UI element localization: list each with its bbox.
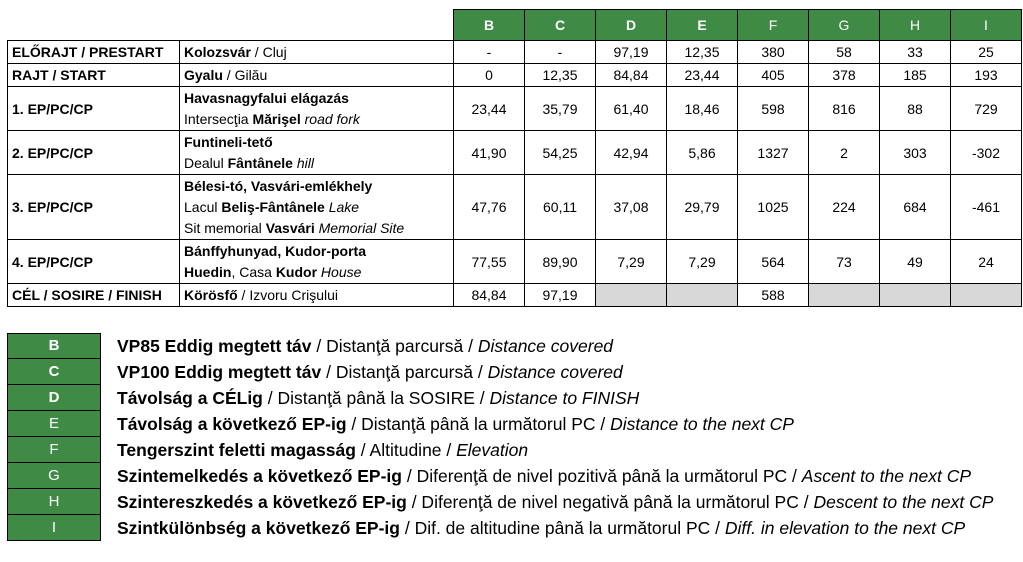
text-segment: Ascent to the next CP (801, 465, 972, 486)
legend-description (117, 414, 794, 435)
value-cell-b: 41,90 (454, 131, 525, 175)
text-segment: Szintereszkedés a következő EP-ig (117, 491, 407, 512)
text-segment: / Diferenţă de nivel negativă până la următorul PC / (406, 491, 814, 512)
value-cell-f: 1025 (738, 175, 809, 240)
text-segment: / Distanţă parcursă / (321, 361, 488, 382)
value-cell-b: 77,55 (454, 240, 525, 284)
checkpoint-label: RAJT / START (8, 64, 180, 87)
table-row (8, 41, 1022, 64)
text-segment: Beliş-Fântânele (221, 198, 325, 215)
text-segment: Intersecţia (184, 110, 253, 127)
text-segment: / Distanţă până la SOSIRE / (262, 387, 490, 408)
value-cell-h: 185 (880, 64, 951, 87)
value-cell-d: 84,84 (596, 64, 667, 87)
text-segment: Sit memorial (184, 219, 266, 236)
value-cell-i: 729 (951, 87, 1022, 131)
table-row (8, 284, 1022, 307)
location-line (184, 262, 449, 283)
value-cell-h: 303 (880, 131, 951, 175)
table-row (8, 87, 1022, 131)
text-segment: Havasnagyfalui elágazás (184, 89, 349, 106)
value-cell-c: 97,19 (525, 284, 596, 307)
value-cell-b: 0 (454, 64, 525, 87)
location-line (184, 153, 449, 174)
value-cell-b: 84,84 (454, 284, 525, 307)
value-cell-b: 23,44 (454, 87, 525, 131)
text-segment: Kolozsvár (184, 43, 251, 60)
location-cell (180, 87, 454, 131)
corner-blank (180, 10, 454, 41)
value-cell-e: 18,46 (667, 87, 738, 131)
text-segment: / Izvoru Crişului (237, 286, 339, 303)
text-segment: Szintkülönbség a következő EP-ig (117, 517, 400, 538)
text-segment: Bánffyhunyad, Kudor-porta (184, 242, 366, 259)
legend-description (117, 336, 613, 357)
column-header-e: E (667, 10, 738, 41)
column-header-g: G (809, 10, 880, 41)
location-line (184, 218, 449, 239)
legend-description (117, 362, 623, 383)
legend-key-f: F (7, 437, 101, 463)
value-cell-i: 193 (951, 64, 1022, 87)
value-cell-c: 89,90 (525, 240, 596, 284)
text-segment: Dealul (184, 154, 228, 171)
column-legend (7, 333, 993, 541)
location-line (184, 285, 449, 306)
legend-description (117, 518, 965, 539)
checkpoint-label: CÉL / SOSIRE / FINISH (8, 284, 180, 307)
text-segment: / Distanţă parcursă / (311, 335, 478, 356)
value-cell-g: 2 (809, 131, 880, 175)
value-cell-f: 380 (738, 41, 809, 64)
value-cell-g: 73 (809, 240, 880, 284)
value-cell-g: 816 (809, 87, 880, 131)
value-cell-h: 684 (880, 175, 951, 240)
text-segment: / Gilău (222, 66, 268, 83)
text-segment: Vasvári (265, 219, 315, 236)
table-row (8, 240, 1022, 284)
value-cell-g: 58 (809, 41, 880, 64)
legend-row (7, 385, 993, 411)
value-cell-c: 54,25 (525, 131, 596, 175)
text-segment: Mărişel (252, 110, 301, 127)
legend-row (7, 463, 993, 489)
text-segment: / Diferenţă de nivel pozitivă până la următorul PC / (401, 465, 802, 486)
value-cell-f: 598 (738, 87, 809, 131)
checkpoint-label: 1. EP/PC/CP (8, 87, 180, 131)
value-cell-d: 42,94 (596, 131, 667, 175)
checkpoint-label: 4. EP/PC/CP (8, 240, 180, 284)
legend-description (117, 440, 528, 461)
text-segment: House (317, 263, 362, 280)
location-line (184, 65, 449, 86)
text-segment: Körösfő (184, 286, 238, 303)
value-cell-d: 61,40 (596, 87, 667, 131)
text-segment: Distance covered (487, 361, 623, 382)
text-segment: Távolság a következő EP-ig (117, 413, 347, 434)
legend-description (117, 466, 971, 487)
legend-row (7, 359, 993, 385)
text-segment: hill (292, 154, 314, 171)
location-cell (180, 284, 454, 307)
text-segment: Distance to the next CP (610, 413, 794, 434)
checkpoint-label: 3. EP/PC/CP (8, 175, 180, 240)
text-segment: road fork (300, 110, 360, 127)
location-line (184, 241, 449, 262)
legend-row (7, 489, 993, 515)
legend-description (117, 388, 639, 409)
text-segment: Descent to the next CP (813, 491, 994, 512)
value-cell-b: 47,76 (454, 175, 525, 240)
value-cell-d: 37,08 (596, 175, 667, 240)
value-cell-f: 564 (738, 240, 809, 284)
value-cell-f: 1327 (738, 131, 809, 175)
text-segment: Diff. in elevation to the next CP (724, 517, 966, 538)
location-line (184, 109, 449, 130)
legend-row (7, 437, 993, 463)
text-segment: Gyalu (184, 66, 223, 83)
value-cell-e: 7,29 (667, 240, 738, 284)
location-line (184, 132, 449, 153)
column-header-f: F (738, 10, 809, 41)
value-cell-g: 224 (809, 175, 880, 240)
value-cell-i (951, 284, 1022, 307)
text-segment: / Cluj (250, 43, 287, 60)
legend-key-b: B (7, 333, 101, 359)
value-cell-h: 33 (880, 41, 951, 64)
value-cell-f: 588 (738, 284, 809, 307)
location-cell (180, 240, 454, 284)
legend-description (117, 492, 993, 513)
text-segment: Tengerszint feletti magasság (117, 439, 356, 460)
table-row (8, 64, 1022, 87)
legend-key-i: I (7, 515, 101, 541)
value-cell-i: 24 (951, 240, 1022, 284)
text-segment: / Altitudine / (355, 439, 457, 460)
legend-row (7, 333, 993, 359)
value-cell-c: 35,79 (525, 87, 596, 131)
column-header-d: D (596, 10, 667, 41)
location-line (184, 197, 449, 218)
text-segment: Fântânele (227, 154, 293, 171)
text-segment: Elevation (456, 439, 529, 460)
text-segment: Funtineli-tető (184, 133, 273, 150)
value-cell-c: - (525, 41, 596, 64)
text-segment: Távolság a CÉLig (117, 387, 263, 408)
text-segment: Distance covered (477, 335, 614, 356)
value-cell-i: -302 (951, 131, 1022, 175)
value-cell-e: 5,86 (667, 131, 738, 175)
value-cell-d (596, 284, 667, 307)
checkpoint-label: ELŐRAJT / PRESTART (8, 41, 180, 64)
legend-key-h: H (7, 489, 101, 515)
location-cell (180, 131, 454, 175)
value-cell-h (880, 284, 951, 307)
value-cell-e: 12,35 (667, 41, 738, 64)
text-segment: , Casa (231, 263, 276, 280)
value-cell-f: 405 (738, 64, 809, 87)
value-cell-e: 29,79 (667, 175, 738, 240)
text-segment: Huedin (184, 263, 232, 280)
legend-row (7, 515, 993, 541)
column-header-b: B (454, 10, 525, 41)
value-cell-d: 7,29 (596, 240, 667, 284)
text-segment: Memorial Site (314, 219, 405, 236)
text-segment: Distance to FINISH (489, 387, 640, 408)
text-segment: Szintemelkedés a következő EP-ig (117, 465, 402, 486)
legend-key-g: G (7, 463, 101, 489)
legend-key-d: D (7, 385, 101, 411)
location-line (184, 88, 449, 109)
column-header-h: H (880, 10, 951, 41)
value-cell-g: 378 (809, 64, 880, 87)
text-segment: Bélesi-tó, Vasvári-emlékhely (184, 177, 373, 194)
column-header-i: I (951, 10, 1022, 41)
value-cell-g (809, 284, 880, 307)
corner-blank (8, 10, 180, 41)
value-cell-e (667, 284, 738, 307)
header-row (8, 10, 1022, 41)
location-cell (180, 64, 454, 87)
value-cell-e: 23,44 (667, 64, 738, 87)
value-cell-b: - (454, 41, 525, 64)
location-line (184, 42, 449, 63)
text-segment: Lake (324, 198, 360, 215)
value-cell-i: 25 (951, 41, 1022, 64)
value-cell-h: 49 (880, 240, 951, 284)
value-cell-d: 97,19 (596, 41, 667, 64)
column-header-c: C (525, 10, 596, 41)
table-row (8, 131, 1022, 175)
text-segment: VP100 Eddig megtett táv (117, 361, 322, 382)
text-segment: Lacul (184, 198, 222, 215)
location-cell (180, 175, 454, 240)
text-segment: VP85 Eddig megtett táv (117, 335, 312, 356)
table-row (8, 175, 1022, 240)
value-cell-c: 12,35 (525, 64, 596, 87)
value-cell-h: 88 (880, 87, 951, 131)
value-cell-c: 60,11 (525, 175, 596, 240)
checkpoint-label: 2. EP/PC/CP (8, 131, 180, 175)
location-line (184, 176, 449, 197)
checkpoint-table (7, 9, 1022, 307)
text-segment: / Dif. de altitudine până la următorul PC / (399, 517, 725, 538)
legend-row (7, 411, 993, 437)
text-segment: Kudor (275, 263, 318, 280)
legend-key-e: E (7, 411, 101, 437)
text-segment: / Distanţă până la următorul PC / (346, 413, 611, 434)
value-cell-i: -461 (951, 175, 1022, 240)
location-cell (180, 41, 454, 64)
legend-key-c: C (7, 359, 101, 385)
